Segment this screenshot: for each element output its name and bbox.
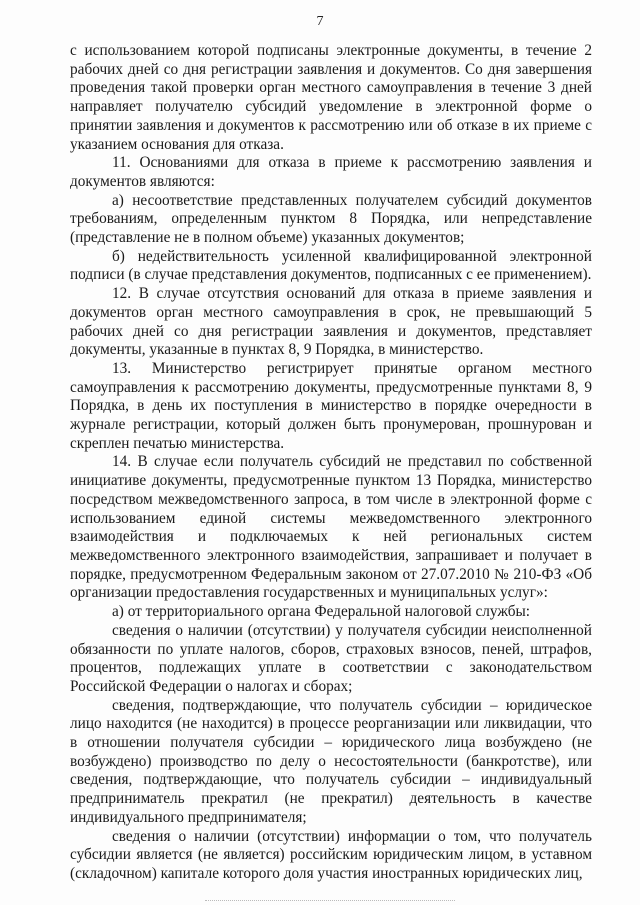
paragraph-item-11-a: а) несоответствие представленных получателем субсидий документов требованиям, определенным пунктом 8 Порядка, или непредставление (представление не в полном объеме) указанных документов;: [70, 191, 592, 247]
paragraph-item-11-b: б) недействительность усиленной квалифицированной электронной подписи (в случае представления документов, подписанных с ее применением).: [70, 247, 592, 284]
paragraph-foreign-participation-info: сведения о наличии (отсутствии) информации о том, что получатель субсидии является (не является) российским юридическим лицом, в уставном (складочном) капитале которого доля участия иностранных юридических лиц,: [70, 827, 592, 882]
paragraph-reorganization-info: сведения, подтверждающие, что получатель субсидии – юридическое лицо находится (не находится) в процессе реорганизации или ликвидации, что в отношении получателя субсидии – юридического лица возбуждено (не возбуждено) производство по делу о несостоятельности (банкротстве), или сведения, подтверждающие, что получатель субсидии – индивидуальный предприниматель прекратил (не прекратил) деятельность в качестве индивидуального предпринимателя;: [70, 696, 592, 826]
scan-edge-mark: [205, 899, 455, 901]
page-number: 7: [316, 14, 324, 29]
paragraph-item-14-a: а) от территориального органа Федеральной налоговой службы:: [112, 603, 531, 621]
paragraph-continuation: с использованием которой подписаны электронные документы, в течение 2 рабочих дней со дня регистрации заявления и документов. Со дня завершения проведения такой проверки орган местного самоуправления в течение 3 дней направляет получателю субсидий уведомление в электронной форме о принятии заявления и документов к рассмотрению или об отказе в их приеме с указанием основания для отказа.: [70, 42, 592, 153]
document-body: [70, 42, 592, 884]
paragraph-item-13: 13. Министерство регистрирует принятые органом местного самоуправления к рассмотрению документы, предусмотренные пунктами 8, 9 Порядка, в день их поступления в министерство в порядке очередности в журнале регистрации, который должен быть пронумерован, прошнурован и скреплен печатью министерства.: [70, 359, 592, 452]
paragraph-item-12: 12. В случае отсутствия оснований для отказа в приеме заявления и документов орган местного самоуправления в срок, не превышающий 5 рабочих дней со дня регистрации заявления и документов, представляет документы, указанные в пунктах 8, 9 Порядка, в министерство.: [70, 285, 592, 359]
paragraph-tax-info: сведения о наличии (отсутствии) у получателя субсидии неисполненной обязанности по уплате налогов, сборов, страховых взносов, пеней, штрафов, процентов, подлежащих уплате в соответствии с законодательством Российской Федерации о налогах и сборах;: [70, 621, 592, 695]
paragraph-item-14: 14. В случае если получатель субсидий не представил по собственной инициативе документы, предусмотренные пунктом 13 Порядка, министерство посредством межведомственного запроса, в том числе в электронной форме с использованием единой системы межведомственного электронного взаимодействия и подключаемых к ней региональных систем межведомственного электронного взаимодействия, запрашивает и получает в порядке, предусмотренном Федеральным законом от 27.07.2010 № 210-ФЗ «Об организации предоставления государственных и муниципальных услуг»:: [70, 453, 592, 602]
paragraph-item-11: 11. Основаниями для отказа в приеме к рассмотрению заявления и документов являются:: [70, 154, 592, 190]
